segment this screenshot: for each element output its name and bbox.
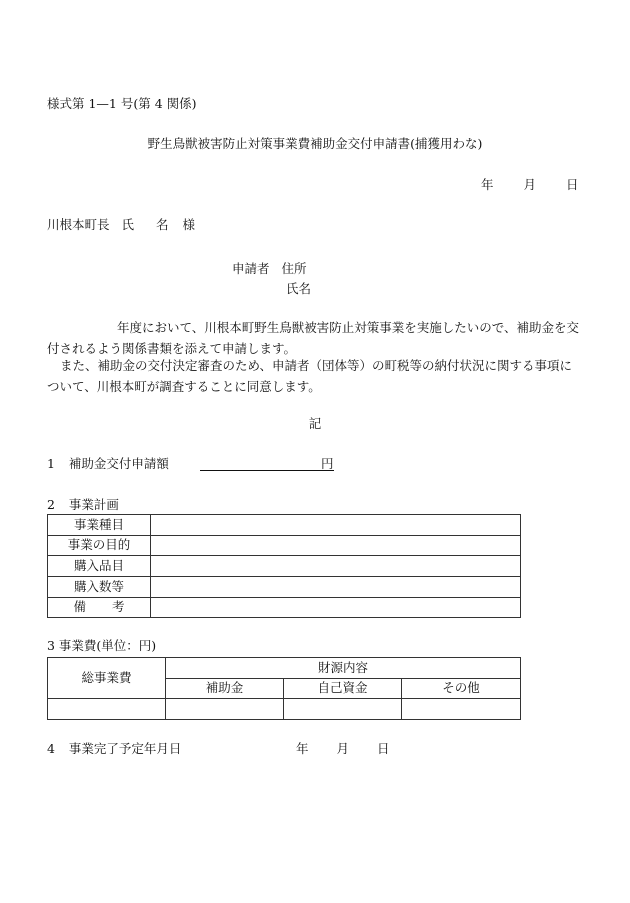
own-funds-value[interactable] [284, 699, 402, 720]
completion-month: 月 [336, 741, 350, 756]
completion-day: 日 [377, 741, 390, 756]
date-year: 年 [481, 177, 494, 192]
other-header: その他 [402, 678, 521, 699]
table-row [48, 699, 521, 720]
submission-date [481, 179, 579, 192]
plan-table [47, 514, 521, 618]
other-value[interactable] [402, 699, 521, 720]
applicant-name-label: 氏名 [286, 281, 312, 296]
application-paragraph: 年度において、川根本町野生鳥獣被害防止対策事業を実施したいので、補助金を交付されるよう関係書類を添えて申請します。 [47, 320, 580, 356]
plan-row-label: 事業種目 [48, 515, 151, 536]
plan-row-value[interactable] [151, 535, 521, 556]
plan-row-label: 事業の目的 [48, 535, 151, 556]
item3-label: 3 事業費(単位：円) [47, 638, 157, 653]
addressee-name: 氏 名 [121, 217, 169, 232]
subsidy-header: 補助金 [166, 678, 284, 699]
applicant-address-label: 住所 [281, 261, 307, 276]
table-row [48, 556, 521, 577]
item1-label: 1 補助金交付申請額 [47, 456, 169, 471]
addressee [47, 219, 195, 232]
ki-heading: 記 [308, 416, 322, 431]
form-number: 様式第 1—1 号(第 4 関係) [47, 96, 197, 111]
plan-row-label: 備 考 [48, 597, 151, 618]
item4-label: 4 事業完了予定年月日 [47, 741, 182, 756]
plan-row-value[interactable] [151, 515, 521, 536]
table-row [48, 535, 521, 556]
date-day: 日 [566, 177, 579, 192]
table-row [48, 515, 521, 536]
funding-source-header: 財源内容 [166, 658, 521, 679]
item1-unit: 円 [321, 456, 334, 471]
applicant-label: 申請者 [232, 261, 270, 276]
total-cost-header: 総事業費 [48, 658, 166, 699]
addressee-org: 川根本町長 [47, 217, 110, 232]
table-row [48, 597, 521, 618]
item2-label: 2 事業計画 [47, 497, 119, 512]
cost-table [47, 657, 521, 720]
addressee-honorific: 様 [182, 217, 196, 232]
amount-underline[interactable] [200, 470, 334, 471]
plan-row-value[interactable] [151, 577, 521, 598]
plan-row-value[interactable] [151, 556, 521, 577]
completion-date [296, 743, 390, 756]
subsidy-value[interactable] [166, 699, 284, 720]
applicant-block [232, 259, 311, 299]
date-month: 月 [523, 177, 537, 192]
document-title: 野生鳥獣被害防止対策事業費補助金交付申請書(捕獲用わな) [147, 136, 483, 151]
completion-year: 年 [296, 741, 309, 756]
plan-row-value[interactable] [151, 597, 521, 618]
total-cost-value[interactable] [48, 699, 166, 720]
consent-paragraph: また、補助金の交付決定審査のため、申請者（団体等）の町税等の納付状況に関する事項について、川根本町が調査することに同意します。 [47, 358, 573, 394]
plan-row-label: 購入数等 [48, 577, 151, 598]
own-funds-header: 自己資金 [284, 678, 402, 699]
plan-row-label: 購入品目 [48, 556, 151, 577]
table-row [48, 577, 521, 598]
table-row [48, 658, 521, 679]
